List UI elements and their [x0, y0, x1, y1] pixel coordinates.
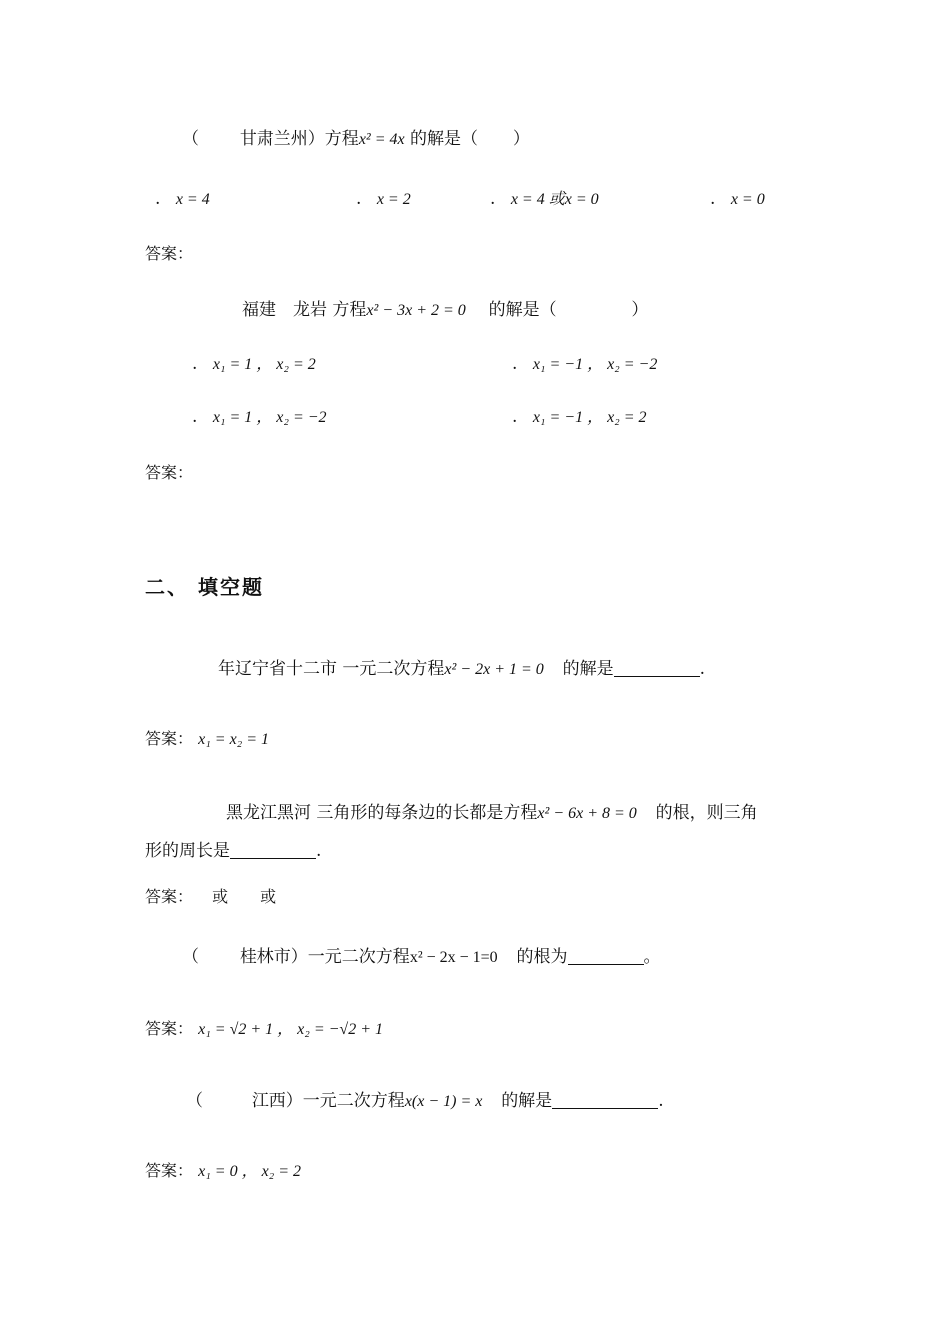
q1-option-b: [356, 188, 411, 211]
q2-tail: 的解是（: [488, 300, 557, 320]
q3-equation: x² − 2x + 1 = 0: [444, 661, 544, 678]
q1-option-a: [155, 188, 210, 211]
q2-close-paren: ）: [631, 300, 649, 320]
option-dot: .: [356, 189, 362, 209]
q6-source: 江西）一元二次方程: [251, 1091, 405, 1111]
q6-open-paren: （: [186, 1091, 203, 1111]
q4-answer: [145, 886, 276, 908]
option-text: x = 2: [376, 191, 411, 208]
q4-source: 黑龙江黑河 三角形的每条边的长都是方程: [226, 803, 538, 823]
q6-blank: [552, 1090, 658, 1109]
q4-stem: [226, 802, 758, 825]
q2-stem: [242, 299, 648, 322]
q4-stem-line2: [145, 840, 321, 862]
q3-end: .: [699, 659, 706, 679]
q3-tail: 的解是: [562, 659, 614, 679]
q1-source: 甘肃兰州）方程: [239, 129, 359, 149]
q4-line2: 形的周长是: [145, 841, 230, 861]
q6-equation: x(x − 1) = x: [404, 1093, 483, 1110]
q5-source: 桂林市）一元二次方程: [239, 947, 410, 967]
q1-open-paren: （: [182, 129, 199, 149]
q5-stem: [182, 946, 661, 969]
q2-option-c: [192, 406, 327, 429]
section-heading: 二、 填空题: [145, 575, 264, 599]
q4-answer-label: 答案：: [145, 887, 194, 906]
q6-stem: [186, 1090, 664, 1113]
q5-blank: [568, 946, 644, 965]
option-dot: .: [512, 354, 518, 374]
q6-answer-text: x₁ = 0 ， x₂ = 2: [198, 1163, 302, 1180]
option-text: x₁ = −1 ， x₂ = 2: [532, 409, 647, 426]
q2-answer-label: 答案：: [145, 463, 194, 482]
q5-equation: x² − 2x − 1=0: [409, 949, 498, 966]
q1-close-paren: ）: [512, 129, 530, 149]
q2-option-a: [192, 353, 316, 376]
q1-tail: 的解是（: [404, 129, 479, 149]
q1-answer-label: 答案：: [145, 244, 194, 263]
q5-end: 。: [643, 947, 661, 967]
option-dot: .: [192, 407, 198, 427]
q1-stem: [182, 128, 530, 151]
option-text: x = 4: [175, 191, 210, 208]
option-text: x₁ = −1 ， x₂ = −2: [532, 356, 658, 373]
q2-option-b: [512, 353, 657, 376]
q5-tail: 的根为: [516, 947, 568, 967]
q1-option-d: [710, 188, 765, 211]
option-text: x = 4 或x = 0: [510, 191, 599, 208]
q6-answer-label: 答案：: [145, 1161, 194, 1180]
option-dot: .: [710, 189, 716, 209]
q6-end: .: [658, 1091, 664, 1111]
q5-answer: [145, 1018, 383, 1041]
option-text: x₁ = 1 ， x₂ = 2: [212, 356, 316, 373]
option-dot: .: [512, 407, 518, 427]
q4-equation: x² − 6x + 8 = 0: [537, 805, 637, 822]
q2-equation: x² − 3x + 2 = 0: [366, 302, 466, 319]
q6-answer: [145, 1160, 301, 1183]
q3-answer: [145, 728, 269, 751]
q4-answer-text: 或 或: [212, 887, 277, 906]
q2-source: 福建 龙岩 方程: [242, 300, 367, 320]
q1-option-c: [490, 188, 599, 211]
option-dot: .: [155, 189, 161, 209]
option-text: x = 0: [730, 191, 765, 208]
q3-answer-text: x₁ = x₂ = 1: [198, 731, 270, 748]
option-dot: .: [490, 189, 496, 209]
q6-tail: 的解是: [501, 1091, 553, 1111]
q5-answer-text: x₁ = √2 + 1 ， x₂ = −√2 + 1: [198, 1021, 383, 1038]
option-dot: .: [192, 354, 198, 374]
q3-answer-label: 答案：: [145, 729, 194, 748]
q4-end: .: [316, 841, 322, 861]
q4-tail: 的根，则三角: [655, 803, 758, 823]
option-text: x₁ = 1 ， x₂ = −2: [212, 409, 327, 426]
q3-blank: [614, 658, 700, 677]
q3-source: 年辽宁省十二市 一元二次方程: [218, 659, 445, 679]
q5-open-paren: （: [182, 947, 199, 967]
q2-option-d: [512, 406, 647, 429]
q1-equation: x² = 4x: [358, 131, 405, 148]
q5-answer-label: 答案：: [145, 1019, 194, 1038]
q4-blank: [230, 840, 316, 859]
q3-stem: [218, 658, 705, 681]
